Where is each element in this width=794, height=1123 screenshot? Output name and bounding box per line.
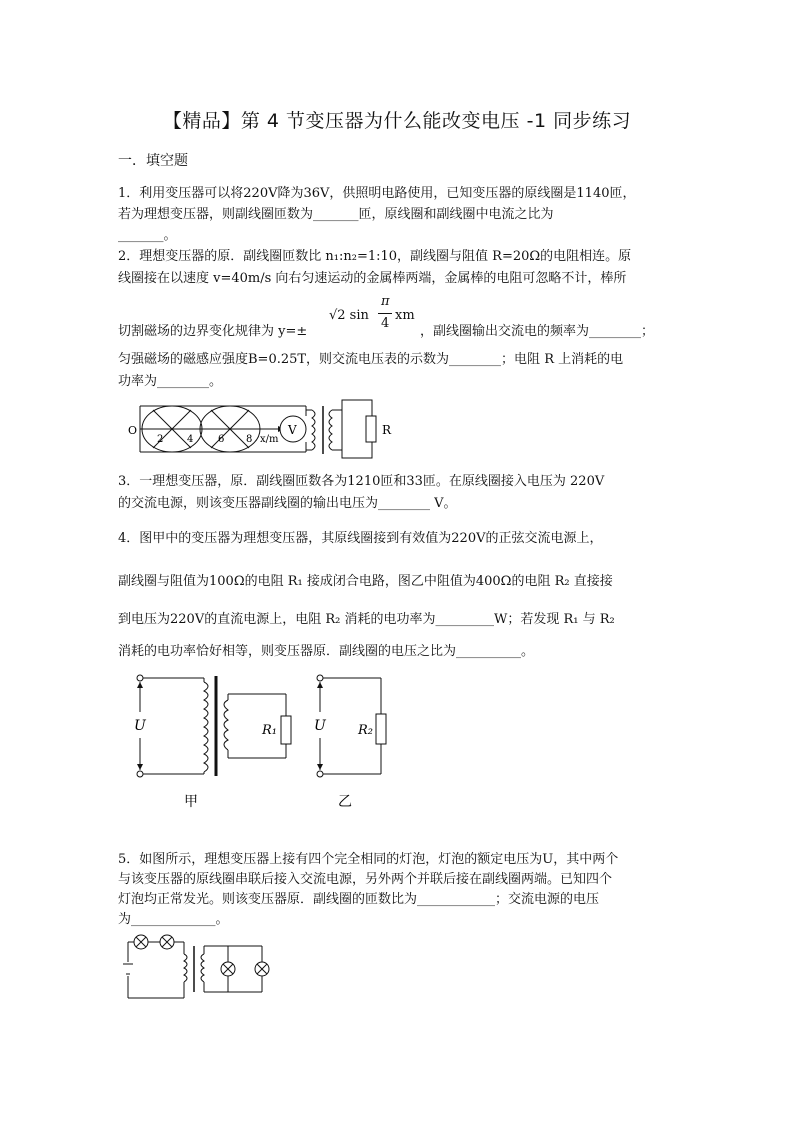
q2-line-3b: ，副线圈输出交流电的频率为________；: [420, 324, 655, 339]
q4-line-3: 到电压为220V的直流电源上，电阻 R₂ 消耗的电功率为_________W；若发现 R₁ 与 R₂: [118, 612, 615, 627]
fig-tick-2: 2: [157, 434, 164, 445]
q5-line-1: 5．如图所示，理想变压器上接有四个完全相同的灯泡，灯泡的额定电压为U，其中两个: [118, 852, 619, 867]
fig-a-u-label: U: [134, 718, 146, 734]
q5-line-4: 为_____________。: [118, 912, 229, 927]
q1-line-2: 若为理想变压器，则副线圈匝数为_______匝，原线圈和副线圈中电流之比为: [118, 207, 554, 222]
q3-line-1: 3．一理想变压器，原．副线圈匝数各为1210匝和33匝。在原线圈接入电压为 220V: [118, 474, 605, 489]
fig-b-caption: 乙: [338, 794, 352, 810]
q1-line-1: 1．利用变压器可以将220V降为36V，供照明电路使用，已知变压器的原线圈是1140匝，: [118, 186, 636, 201]
q5-figure: [120, 932, 270, 1004]
q4-figure-b: [308, 672, 398, 812]
fig-origin-label: O: [128, 424, 138, 437]
formula-variable: xm: [395, 308, 415, 323]
q4-line-4: 消耗的电功率恰好相等，则变压器原．副线圈的电压之比为__________。: [118, 644, 535, 659]
q2-line-3a: 切割磁场的边界变化规律为 y=±: [118, 324, 308, 339]
fig-tick-4: 4: [187, 434, 194, 445]
formula-denominator: 4: [381, 316, 390, 331]
fig-b-r-label: R₂: [358, 723, 373, 738]
formula-sqrt: √2 sin: [329, 308, 369, 323]
q4-line-2: 副线圈与阻值为100Ω的电阻 R₁ 接成闭合电路，图乙中阻值为400Ω的电阻 R₂ 直接接: [118, 574, 613, 589]
fig-tick-8: 8: [246, 434, 253, 445]
fig-a-caption: 甲: [184, 794, 198, 810]
q2-formula: [325, 296, 415, 336]
fig-axis-label: x/m: [260, 434, 279, 445]
formula-fraction-bar: [378, 313, 392, 314]
page-title: 【精品】第 4 节变压器为什么能改变电压 -1 同步练习: [162, 110, 632, 132]
q2-line-4: 匀强磁场的磁感应强度B=0.25T，则交流电压表的示数为________；电阻 R 上消耗的电: [118, 352, 624, 367]
section-heading: 一．填空题: [118, 153, 188, 169]
fig-tick-6: 6: [218, 434, 225, 445]
q1-line-3: _______。: [118, 228, 177, 243]
q3-line-2: 的交流电源，则该变压器副线圈的输出电压为________ V。: [118, 496, 457, 511]
fig-b-u-label: U: [314, 718, 326, 734]
fig-a-r-label: R₁: [262, 723, 277, 738]
q2-line-5: 功率为________。: [118, 374, 223, 389]
q2-line-1: 2．理想变压器的原．副线圈匝数比 n₁:n₂=1:10，副线圈与阻值 R=20Ω的电阻相连。原: [118, 249, 632, 264]
voltmeter-label: V: [288, 423, 297, 437]
q2-figure: [120, 398, 400, 460]
q2-line-2: 线圈接在以速度 v=40m/s 向右匀速运动的金属棒两端，金属棒的电阻可忽略不计，棒所: [118, 271, 627, 286]
q4-line-1: 4．图甲中的变压器为理想变压器，其原线圈接到有效值为220V的正弦交流电源上，: [118, 531, 603, 546]
q5-line-3: 灯泡均正常发光。则该变压器原．副线圈的匝数比为____________；交流电源的电压: [118, 892, 600, 907]
q4-figure-a: [128, 672, 308, 812]
formula-pi: π: [381, 294, 390, 309]
q5-line-2: 与该变压器的原线圈串联后接入交流电源，另外两个并联后接在副线圈两端。已知四个: [118, 872, 613, 887]
resistor-label: R: [382, 423, 392, 437]
